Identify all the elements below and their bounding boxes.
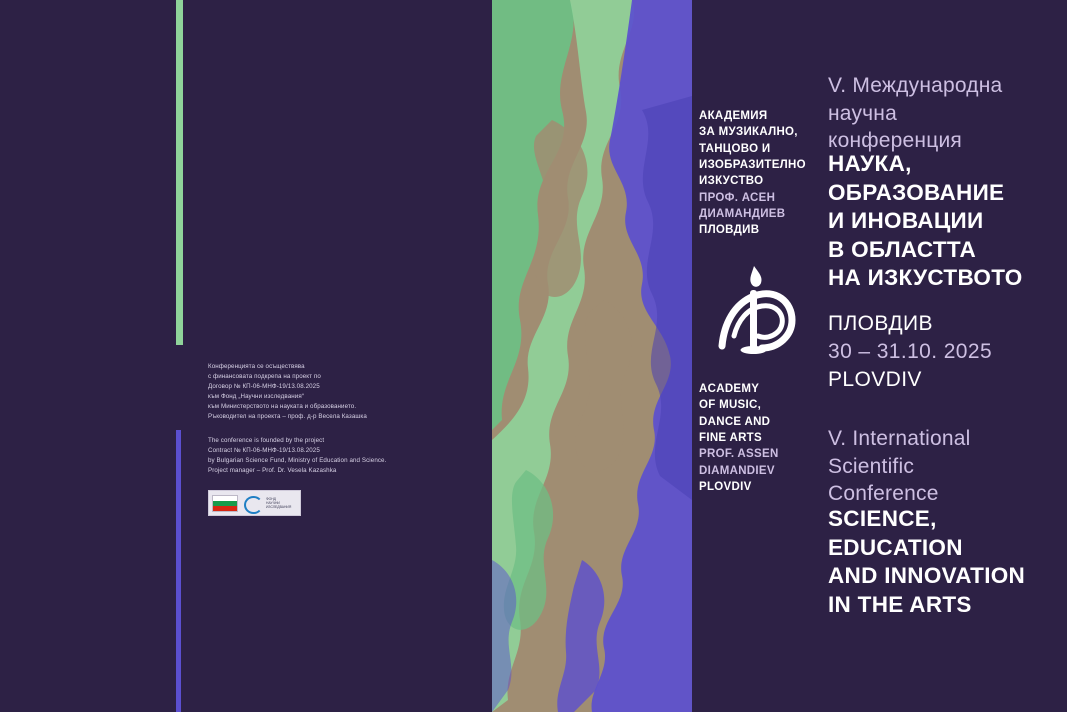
academy-patron-line: ДИАМАНДИЕВ [699, 207, 786, 220]
bulgarian-flag-icon [212, 495, 238, 512]
academy-name-line: DANCE AND [699, 415, 771, 428]
academy-name-bulgarian [699, 108, 817, 239]
credit-line: Конференцията се осъществява [208, 363, 305, 370]
venue-city-english: PLOVDIV [828, 367, 922, 391]
credit-line: с финансовата подкрепа на проект по [208, 373, 321, 381]
credit-line: към Фонд „Научни изследвания“ [208, 393, 304, 401]
conference-label-line: научна [828, 101, 897, 125]
academy-emblem [706, 262, 802, 354]
conference-label-bulgarian [828, 72, 1067, 155]
academy-name-line: OF MUSIC, [699, 399, 762, 412]
credit-line: Project manager – Prof. Dr. Vesela Kazashka [208, 467, 337, 475]
title-line: НАУКА, [828, 151, 912, 176]
green-accent-stripe [176, 0, 183, 345]
title-line: EDUCATION [828, 534, 963, 560]
purple-accent-stripe [176, 430, 181, 712]
funding-logos [208, 490, 301, 516]
conference-title-bulgarian [828, 150, 1067, 293]
conference-label-line: конференция [828, 129, 962, 153]
fund-logo-caption: ФОНД НАУЧНИ ИЗСЛЕДВАНИЯ [266, 496, 292, 510]
funding-credits-english [208, 436, 458, 476]
venue-city-bulgarian: ПЛОВДИВ [828, 312, 933, 335]
academy-name-line: ЗА МУЗИКАЛНО, [699, 126, 798, 139]
credit-line: Договор № КП-06-МНФ-19/13.08.2025 [208, 383, 320, 391]
academy-patron-line: DIAMANDIEV [699, 464, 775, 477]
venue-and-dates [828, 310, 1067, 394]
conference-label-english [828, 425, 1067, 508]
academy-name-line: ИЗКУСТВО [699, 175, 764, 188]
funding-credits-bulgarian [208, 362, 458, 422]
title-line: В ОБЛАСТТА [828, 236, 977, 262]
academy-city-bulgarian: ПЛОВДИВ [699, 224, 760, 237]
title-line: И ИНОВАЦИИ [828, 208, 984, 234]
credit-line: Contract № КП-06-МНФ-19/13.08.2025 [208, 447, 320, 455]
academy-patron-line: PROF. ASSEN [699, 448, 779, 461]
abstract-artwork [492, 0, 692, 712]
credit-line: The conference is founded by the project [208, 437, 325, 445]
conference-label-line: Conference [828, 482, 939, 506]
credit-line: by Bulgarian Science Fund, Ministry of Education and Science. [208, 457, 387, 465]
academy-city-english: PLOVDIV [699, 480, 752, 493]
title-line: AND INNOVATION [828, 563, 1026, 589]
academy-name-line: ACADEMY [699, 383, 760, 395]
academy-identity-column [692, 0, 819, 712]
academy-name-line: ТАНЦОВО И [699, 142, 771, 155]
conference-label-line: V. International [828, 427, 971, 450]
title-line: ОБРАЗОВАНИЕ [828, 179, 1005, 205]
conference-dates: 30 – 31.10. 2025 [828, 339, 993, 363]
credit-line: към Министерството на науката и образованието. [208, 403, 357, 411]
credit-line: Ръководител на проекта – проф. д-р Весела Казашка [208, 413, 367, 421]
scientific-research-fund-icon [242, 493, 264, 513]
title-line: IN THE ARTS [828, 591, 972, 617]
left-panel [0, 0, 492, 712]
conference-info-column [819, 0, 1067, 712]
academy-name-english [699, 381, 817, 495]
title-line: НА ИЗКУСТВОТО [828, 265, 1023, 291]
title-line: SCIENCE, [828, 506, 937, 531]
academy-name-line: FINE ARTS [699, 431, 762, 444]
academy-name-line: ИЗОБРАЗИТЕЛНО [699, 158, 806, 171]
funding-credits [208, 362, 458, 476]
conference-title-english [828, 505, 1067, 619]
conference-label-line: Scientific [828, 454, 915, 478]
academy-patron-line: ПРОФ. АСЕН [699, 191, 776, 204]
conference-label-line: V. Международна [828, 74, 1003, 97]
academy-name-line: АКАДЕМИЯ [699, 110, 768, 122]
